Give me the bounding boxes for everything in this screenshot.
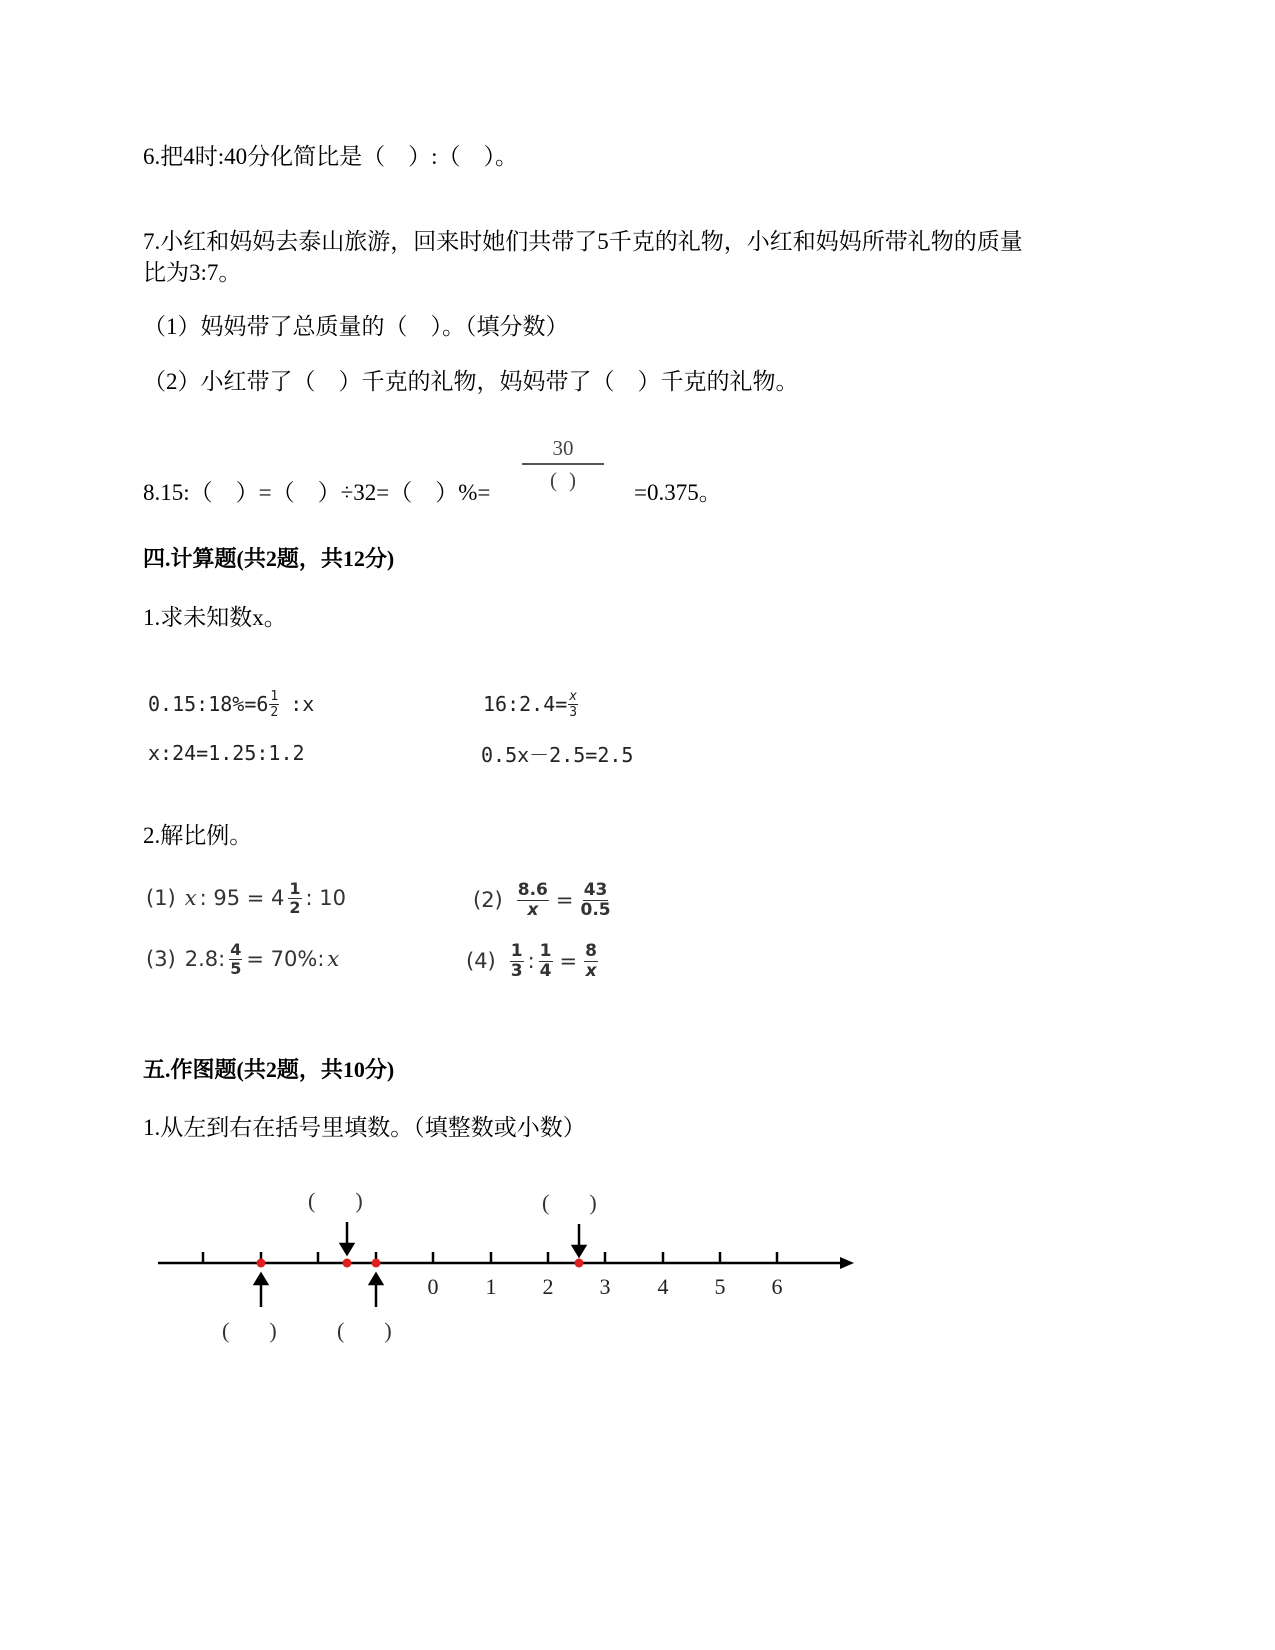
- point-marker-3: [372, 1259, 381, 1268]
- question-7-line1: 7.小红和妈妈去泰山旅游，回来时她们共带了5千克的礼物，小红和妈妈所带礼物的质量: [143, 229, 1023, 254]
- question-8-fraction: [522, 436, 604, 493]
- fraction-numerator: 43: [583, 879, 608, 900]
- fraction-denominator: 3: [510, 960, 523, 981]
- fraction-denominator: 0.5: [580, 899, 611, 920]
- proportion-1-end: : 10: [305, 886, 346, 910]
- proportion-4-colon: :: [527, 949, 535, 973]
- equation-4: 0.5x－2.5=2.5: [481, 742, 634, 767]
- proportion-4-fraction-1: [510, 940, 524, 981]
- fraction-denominator: (): [550, 467, 588, 492]
- equation-2: [483, 683, 579, 725]
- proportion-3-label: (3): [146, 947, 176, 971]
- number-line-ticks: [203, 1252, 777, 1263]
- arrow-down-icon: [341, 1244, 353, 1254]
- section-5-title: 五.作图题(共2题，共10分): [143, 1057, 395, 1082]
- proportion-2-fraction-left: [517, 879, 549, 920]
- arrow-down-icon: [573, 1246, 585, 1256]
- number-line: [150, 1180, 870, 1320]
- equation-2-part-a: 16:2.4=: [483, 692, 568, 716]
- equation-1-part-c: :x: [290, 692, 315, 716]
- answer-blank-top-1: (): [308, 1188, 403, 1213]
- question-7-sub2: （2）小红带了（ ）千克的礼物，妈妈带了（ ）千克的礼物。: [143, 369, 799, 394]
- proportion-2-fraction-right: [580, 879, 611, 920]
- fraction-denominator: 4: [539, 960, 552, 981]
- fraction-numerator: 4: [230, 939, 242, 959]
- equation-2-fraction: [568, 690, 578, 719]
- question-7-line2: 比为3:7。: [143, 260, 242, 285]
- fraction-numerator: 1: [539, 940, 552, 961]
- fraction-bar: [522, 463, 604, 465]
- fraction-denominator: 5: [230, 958, 242, 978]
- proportion-3: [146, 935, 339, 983]
- proportion-3-fraction: [229, 939, 242, 978]
- section-5-q1-title: 1.从左到右在括号里填数。（填整数或小数）: [143, 1115, 586, 1140]
- equation-1-part-a: 0.15:18%=6: [148, 692, 269, 716]
- number-line-tick-label: 1: [485, 1274, 497, 1299]
- fraction-numerator: 1: [510, 940, 523, 961]
- proportion-3-start: 2.8:: [184, 947, 226, 971]
- fraction-numerator: 8: [585, 940, 597, 961]
- proportion-3-variable: x: [327, 947, 340, 971]
- number-line-tick-label: 0: [427, 1274, 439, 1299]
- fraction-denominator: x: [527, 899, 539, 920]
- section-4-title: 四.计算题(共2题，共12分): [143, 546, 395, 571]
- proportion-4-label: (4): [466, 949, 496, 973]
- section-4-q2-title: 2.解比例。: [143, 823, 253, 848]
- arrow-up-icon: [255, 1274, 267, 1284]
- fraction-numerator: 30: [552, 436, 574, 460]
- question-6: 6.把4时:40分化简比是（ ）:（ ）。: [143, 144, 519, 169]
- proportion-4-fraction-2: [539, 940, 553, 981]
- proportion-4-equals: =: [559, 949, 578, 973]
- arrow-up-icon: [370, 1274, 382, 1284]
- answer-blank-top-2: (): [542, 1190, 637, 1215]
- proportion-3-middle: = 70%:: [246, 947, 325, 971]
- fraction-denominator: 2: [289, 897, 301, 917]
- point-marker-1: [257, 1259, 266, 1268]
- fraction-denominator: 3: [569, 704, 578, 720]
- answer-blank-bottom-1: (): [222, 1318, 317, 1343]
- number-line-tick-label: 2: [542, 1274, 554, 1299]
- proportion-2: [473, 874, 612, 926]
- proportion-1-middle: : 95 = 4: [199, 886, 285, 910]
- equation-3: x:24=1.25:1.2: [148, 741, 305, 765]
- equation-1: [148, 683, 314, 725]
- question-8-right: =0.375。: [634, 480, 722, 505]
- fraction-numerator: 1: [270, 688, 279, 704]
- number-line-tick-label: 4: [657, 1274, 669, 1299]
- proportion-1-fraction: [288, 878, 301, 917]
- proportion-2-label: (2): [473, 888, 503, 912]
- number-line-tick-label: 6: [771, 1274, 783, 1299]
- proportion-4-fraction-3: [584, 940, 598, 981]
- fraction-numerator: x: [569, 688, 578, 704]
- number-line-tick-label: 3: [599, 1274, 611, 1299]
- point-marker-4: [575, 1259, 584, 1268]
- number-line-arrowhead: [840, 1257, 854, 1269]
- equation-1-fraction: [269, 690, 279, 719]
- fraction-numerator: 1: [289, 878, 301, 898]
- question-8-left: 8.15:（ ）=（ ）÷32=（ ）%=: [143, 480, 491, 505]
- answer-blank-bottom-2: (): [337, 1318, 432, 1343]
- fraction-denominator: x: [585, 960, 597, 981]
- proportion-1-label: (1): [146, 886, 176, 910]
- proportion-4: [466, 935, 599, 987]
- number-line-tick-labels: [428, 1274, 783, 1299]
- number-line-tick-label: 5: [714, 1274, 726, 1299]
- fraction-numerator: 8.6: [517, 879, 548, 900]
- proportion-2-equals: =: [555, 888, 574, 912]
- proportion-1-variable: x: [184, 886, 197, 910]
- question-7-sub1: （1）妈妈带了总质量的（ ）。（填分数）: [143, 314, 569, 339]
- point-marker-2: [343, 1259, 352, 1268]
- fraction-denominator: 2: [270, 704, 279, 720]
- section-4-q1-title: 1.求未知数x。: [143, 605, 287, 630]
- proportion-1: [146, 874, 346, 922]
